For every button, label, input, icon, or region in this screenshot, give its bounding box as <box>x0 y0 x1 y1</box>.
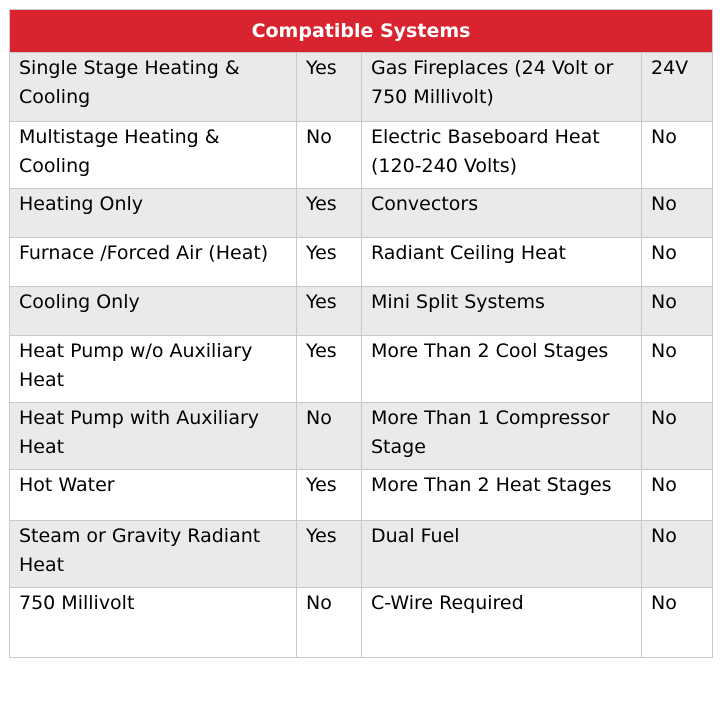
table-row <box>10 403 713 470</box>
right-compatibility-value: No <box>642 189 713 238</box>
left-system-label: Hot Water <box>10 470 297 521</box>
left-compatibility-value: Yes <box>297 287 362 336</box>
left-system-label: 750 Millivolt <box>10 588 297 658</box>
left-compatibility-value: Yes <box>297 521 362 588</box>
left-system-label: Heat Pump with Auxiliary Heat <box>10 403 297 470</box>
right-compatibility-value: No <box>642 403 713 470</box>
left-compatibility-value: No <box>297 588 362 658</box>
left-system-label: Multistage Heating & Cooling <box>10 122 297 189</box>
right-compatibility-value: No <box>642 238 713 287</box>
right-compatibility-value: No <box>642 122 713 189</box>
left-compatibility-value: Yes <box>297 53 362 122</box>
right-system-label: Convectors <box>362 189 642 238</box>
right-system-label: Gas Fireplaces (24 Volt or 750 Millivolt) <box>362 53 642 122</box>
table-row <box>10 588 713 658</box>
left-system-label: Cooling Only <box>10 287 297 336</box>
left-system-label: Furnace /Forced Air (Heat) <box>10 238 297 287</box>
left-compatibility-value: No <box>297 122 362 189</box>
left-system-label: Heat Pump w/o Auxiliary Heat <box>10 336 297 403</box>
right-system-label: C-Wire Required <box>362 588 642 658</box>
right-system-label: More Than 1 Compressor Stage <box>362 403 642 470</box>
right-system-label: Radiant Ceiling Heat <box>362 238 642 287</box>
right-system-label: More Than 2 Heat Stages <box>362 470 642 521</box>
table-row <box>10 189 713 238</box>
table-row <box>10 53 713 122</box>
table-title: Compatible Systems <box>10 10 713 53</box>
left-system-label: Heating Only <box>10 189 297 238</box>
table-row <box>10 238 713 287</box>
right-system-label: Electric Baseboard Heat (120-240 Volts) <box>362 122 642 189</box>
table-row <box>10 470 713 521</box>
right-compatibility-value: No <box>642 470 713 521</box>
right-compatibility-value: No <box>642 521 713 588</box>
left-compatibility-value: No <box>297 403 362 470</box>
left-compatibility-value: Yes <box>297 470 362 521</box>
compatible-systems-table <box>9 9 713 658</box>
right-compatibility-value: No <box>642 287 713 336</box>
right-compatibility-value: 24V <box>642 53 713 122</box>
right-system-label: More Than 2 Cool Stages <box>362 336 642 403</box>
left-compatibility-value: Yes <box>297 336 362 403</box>
right-compatibility-value: No <box>642 336 713 403</box>
table-row <box>10 336 713 403</box>
left-compatibility-value: Yes <box>297 238 362 287</box>
left-system-label: Steam or Gravity Radiant Heat <box>10 521 297 588</box>
right-system-label: Dual Fuel <box>362 521 642 588</box>
table-row <box>10 287 713 336</box>
right-compatibility-value: No <box>642 588 713 658</box>
table-row <box>10 521 713 588</box>
right-system-label: Mini Split Systems <box>362 287 642 336</box>
left-system-label: Single Stage Heating & Cooling <box>10 53 297 122</box>
left-compatibility-value: Yes <box>297 189 362 238</box>
table-row <box>10 122 713 189</box>
